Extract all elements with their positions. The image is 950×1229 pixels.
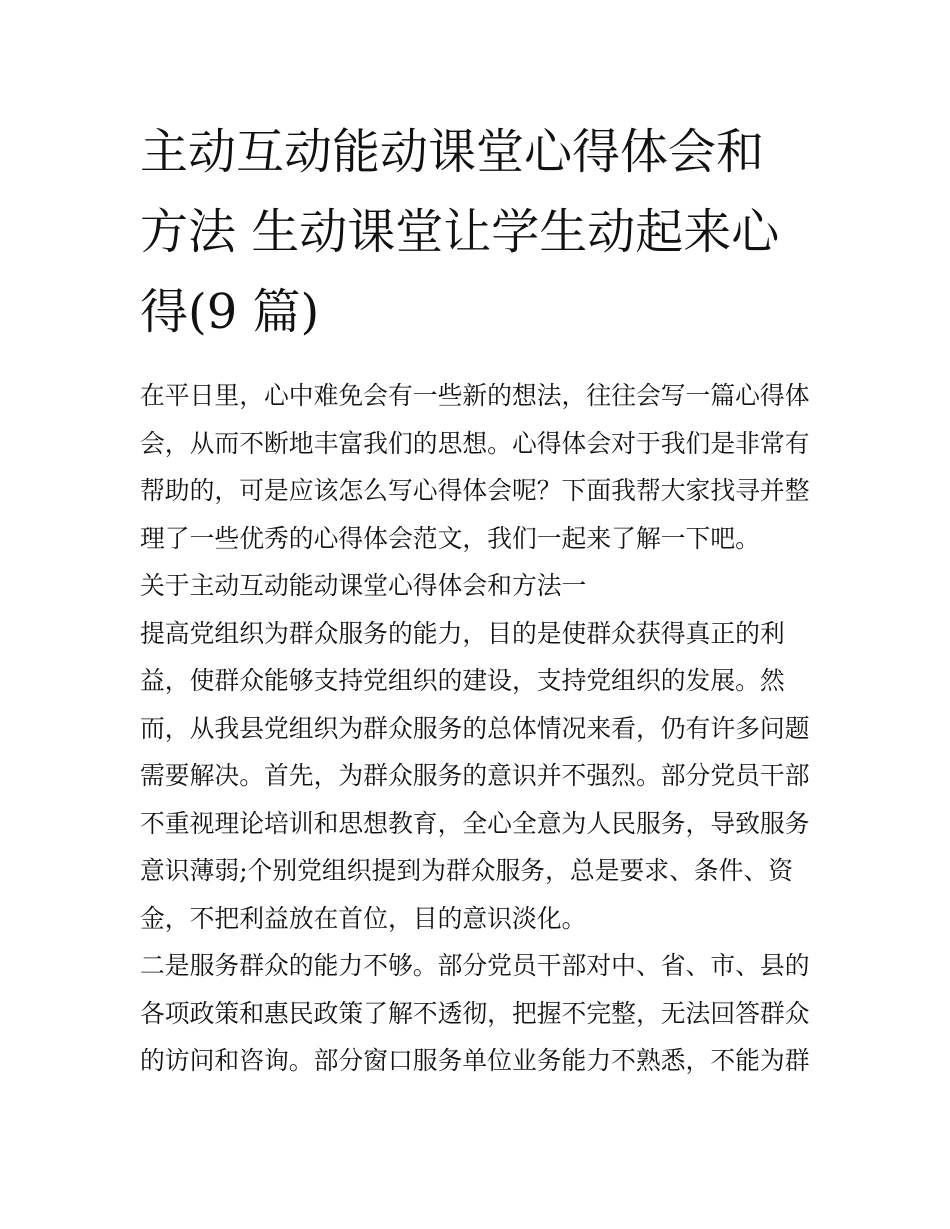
- section-heading: [140, 562, 812, 610]
- intro-paragraph: [140, 372, 812, 562]
- body-paragraph-2: [140, 942, 812, 1085]
- text-line: 二是服务群众的能力不够。部分党员干部对中、省、市、县的: [140, 951, 810, 980]
- title-line: 得(9 篇): [140, 284, 320, 340]
- document-title: [140, 112, 812, 352]
- text-line: 各项政策和惠民政策了解不透彻，把握不完整，无法回答群众: [140, 998, 810, 1028]
- section-heading-text: 关于主动互动能动课堂心得体会和方法一: [140, 571, 587, 600]
- text-line: 在平日里，心中难免会有一些新的想法，往往会写一篇心得体: [140, 381, 810, 410]
- text-line: 不重视理论培训和思想教育，全心全意为人民服务，导致服务: [140, 808, 810, 838]
- text-line: 帮助的，可是应该怎么写心得体会呢？下面我帮大家找寻并整: [140, 476, 810, 505]
- body-paragraph-1: [140, 610, 812, 943]
- document-page: [140, 112, 812, 1085]
- title-line: 主动互动能动课堂心得体会和: [140, 124, 765, 180]
- text-line: 的访问和咨询。部分窗口服务单位业务能力不熟悉，不能为群: [140, 1046, 810, 1075]
- text-line: 理了一些优秀的心得体会范文，我们一起来了解一下吧。: [140, 523, 760, 553]
- text-line: 金，不把利益放在首位，目的意识淡化。: [140, 903, 587, 933]
- text-line: 需要解决。首先，为群众服务的意识并不强烈。部分党员干部: [140, 761, 810, 790]
- text-line: 提高党组织为群众服务的能力，目的是使群众获得真正的利: [140, 618, 785, 648]
- text-line: 益，使群众能够支持党组织的建设，支持党组织的发展。然: [140, 666, 785, 695]
- title-line: 方法 生动课堂让学生动起来心: [140, 204, 780, 260]
- text-line: 意识薄弱;个别党组织提到为群众服务，总是要求、条件、资: [140, 856, 794, 885]
- text-line: 会，从而不断地丰富我们的思想。心得体会对于我们是非常有: [140, 428, 810, 458]
- text-line: 而，从我县党组织为群众服务的总体情况来看，仍有许多问题: [140, 713, 810, 743]
